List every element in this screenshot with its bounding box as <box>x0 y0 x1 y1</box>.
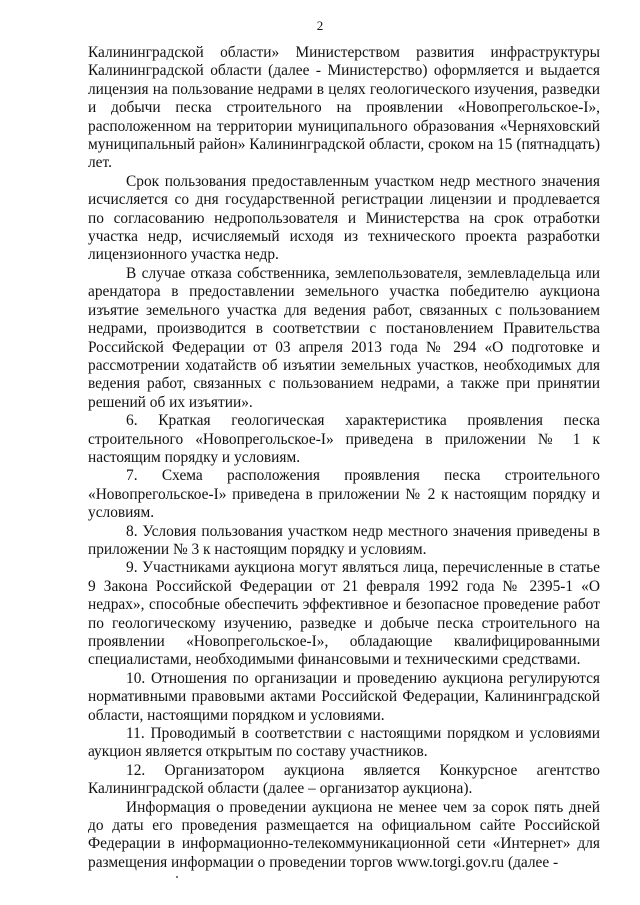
page-number: 2 <box>316 18 324 33</box>
paragraph-license-issuance: Калининградской области» Министерством развития инфраструктуры Калининградской области (далее - Министерство) оформляется и выдается лицензия на пользование недрами в целях геологического изучения, разведки и добычи песка строительного на проявлении «Новопрегольское-I», расположенном на территории муниципального образования «Черняховский муниципальный район» Калининградской области, сроком на 15 (пятнадцать) лет. <box>88 44 600 172</box>
paragraph-usage-term: Срок пользования предоставленным участком недр местного значения исчисляется со дня государственной регистрации лицензии и продлевается по согласованию недропользователя и Министерства на срок отработки участка недр, исчисляемый исходя из технического проекта разработки лицензионного участка недр. <box>88 172 600 264</box>
paragraph-item-7: 7. Схема расположения проявления песка строительного «Новопрегольское-I» приведена в приложении № 2 к настоящим порядку и условиям. <box>88 467 600 522</box>
paragraph-auction-info: Информация о проведении аукциона не менее чем за сорок пять дней до даты его проведения размещается на официальном сайте Российской Федерации в информационно-телекоммуникационной сети «Интернет» для размещения информации о проведении торгов www.torgi.gov.ru (далее - <box>88 798 600 871</box>
document-body <box>88 44 600 872</box>
scan-speck <box>176 876 178 878</box>
paragraph-land-seizure: В случае отказа собственника, землепользователя, землевладельца или арендатора в предоставлении земельного участка победителю аукциона изъятие земельного участка для ведения работ, связанных с пользованием недрами, производится в соответствии с постановлением Правительства Российской Федерации от 03 апреля 2013 года № 294 «О подготовке и рассмотрении ходатайств об изъятии земельных участков, необходимых для ведения работ, связанных с пользованием недрами, а также при принятии решений об их изъятии». <box>88 264 600 411</box>
paragraph-item-10: 10. Отношения по организации и проведению аукциона регулируются нормативными правовыми актами Российской Федерации, Калининградской области, настоящими порядком и условиями. <box>88 669 600 724</box>
paragraph-item-6: 6. Краткая геологическая характеристика проявления песка строительного «Новопрегольское-I» приведена в приложении № 1 к настоящим порядку и условиям. <box>88 412 600 466</box>
paragraph-item-9: 9. Участниками аукциона могут являться лица, перечисленные в статье 9 Закона Российской Федерации от 21 февраля 1992 года № 2395-1 «О недрах», способные обеспечить эффективное и безопасное проведение работ по геологическому изучению, разведке и добыче песка строительного на проявлении «Новопрегольское-I», обладающие квалифицированными специалистами, необходимыми финансовыми и техническими средствами. <box>88 559 600 669</box>
paragraph-item-12: 12. Организатором аукциона является Конкурсное агентство Калининградской области (далее – организатор аукциона). <box>88 761 600 798</box>
paragraph-item-8: 8. Условия пользования участком недр местного значения приведены в приложении № 3 к настоящим порядку и условиям. <box>88 522 600 558</box>
paragraph-item-11: 11. Проводимый в соответствии с настоящими порядком и условиями аукцион является открытым по составу участников. <box>88 725 600 761</box>
